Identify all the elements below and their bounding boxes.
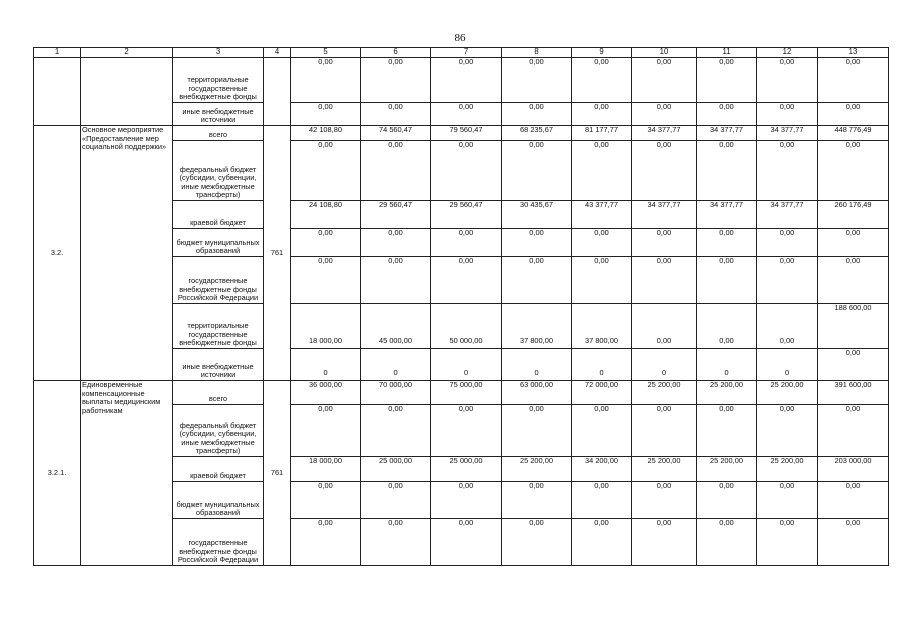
value-cell: 0,00 bbox=[818, 229, 889, 257]
value-cell: 0,00 bbox=[632, 482, 697, 519]
value-cell: 0,00 bbox=[757, 141, 818, 201]
value-cell: 0,00 bbox=[818, 519, 889, 566]
value-cell: 34 377,77 bbox=[632, 126, 697, 141]
value-cell: 0,00 bbox=[697, 304, 757, 349]
value-cell: 0,00 bbox=[572, 482, 632, 519]
value-cell: 0 bbox=[361, 349, 431, 381]
value-cell: 0,00 bbox=[361, 229, 431, 257]
value-cell: 0 bbox=[572, 349, 632, 381]
funding-source: территориальные государственные внебюджетные фонды bbox=[173, 304, 264, 349]
value-cell: 34 200,00 bbox=[572, 457, 632, 482]
row-code: 3.2. bbox=[34, 126, 81, 381]
value-cell: 0,00 bbox=[361, 519, 431, 566]
value-cell: 0,00 bbox=[361, 141, 431, 201]
value-cell: 30 435,67 bbox=[502, 201, 572, 229]
funding-source: всего bbox=[173, 381, 264, 405]
value-cell: 0,00 bbox=[632, 58, 697, 103]
value-cell: 0,00 bbox=[431, 257, 502, 304]
value-cell: 0,00 bbox=[757, 103, 818, 126]
value-cell: 0,00 bbox=[632, 229, 697, 257]
value-cell: 0,00 bbox=[697, 257, 757, 304]
value-cell: 0,00 bbox=[697, 405, 757, 457]
value-cell: 0,00 bbox=[697, 58, 757, 103]
value-cell: 36 000,00 bbox=[291, 381, 361, 405]
table-row bbox=[34, 58, 889, 103]
value-cell: 0,00 bbox=[757, 257, 818, 304]
value-cell: 0,00 bbox=[818, 349, 889, 381]
value-cell: 25 200,00 bbox=[697, 381, 757, 405]
value-cell: 0,00 bbox=[291, 58, 361, 103]
value-cell: 63 000,00 bbox=[502, 381, 572, 405]
value-cell: 0,00 bbox=[572, 58, 632, 103]
value-cell: 0,00 bbox=[632, 103, 697, 126]
column-header: 2 bbox=[81, 48, 173, 58]
value-cell: 29 560,47 bbox=[361, 201, 431, 229]
funding-source: территориальные государственные внебюджетные фонды bbox=[173, 58, 264, 103]
value-cell: 0,00 bbox=[757, 229, 818, 257]
table-row bbox=[34, 381, 889, 405]
funding-source: краевой бюджет bbox=[173, 457, 264, 482]
column-header: 7 bbox=[431, 48, 502, 58]
value-cell: 0 bbox=[291, 349, 361, 381]
measure-name: Основное мероприятие «Предоставление мер социальной поддержки» bbox=[81, 126, 173, 381]
value-cell: 0,00 bbox=[431, 405, 502, 457]
value-cell: 0,00 bbox=[572, 229, 632, 257]
value-cell: 43 377,77 bbox=[572, 201, 632, 229]
value-cell: 45 000,00 bbox=[361, 304, 431, 349]
value-cell: 0,00 bbox=[757, 405, 818, 457]
value-cell: 0,00 bbox=[502, 229, 572, 257]
funding-source: иные внебюджетные источники bbox=[173, 103, 264, 126]
value-cell: 0,00 bbox=[632, 304, 697, 349]
value-cell: 42 108,80 bbox=[291, 126, 361, 141]
page-number: 86 bbox=[454, 32, 466, 44]
value-cell: 25 000,00 bbox=[361, 457, 431, 482]
grbs-code: 761 bbox=[264, 381, 291, 566]
value-cell: 0,00 bbox=[431, 141, 502, 201]
value-cell: 0,00 bbox=[818, 103, 889, 126]
value-cell: 0,00 bbox=[431, 229, 502, 257]
table-row bbox=[34, 126, 889, 141]
value-cell: 0,00 bbox=[697, 103, 757, 126]
value-cell: 0,00 bbox=[757, 304, 818, 349]
value-cell: 0,00 bbox=[361, 58, 431, 103]
column-header-row bbox=[34, 48, 889, 58]
value-cell: 0,00 bbox=[757, 519, 818, 566]
value-cell: 0,00 bbox=[818, 482, 889, 519]
value-cell: 25 200,00 bbox=[502, 457, 572, 482]
funding-source: иные внебюджетные источники bbox=[173, 349, 264, 381]
value-cell: 25 200,00 bbox=[632, 381, 697, 405]
funding-source: бюджет муниципальных образований bbox=[173, 229, 264, 257]
value-cell: 0,00 bbox=[818, 405, 889, 457]
value-cell: 0,00 bbox=[291, 103, 361, 126]
value-cell: 25 200,00 bbox=[757, 457, 818, 482]
value-cell: 25 000,00 bbox=[431, 457, 502, 482]
value-cell: 0,00 bbox=[502, 58, 572, 103]
grbs-code: 761 bbox=[264, 126, 291, 381]
value-cell: 448 776,49 bbox=[818, 126, 889, 141]
value-cell: 203 000,00 bbox=[818, 457, 889, 482]
value-cell: 29 560,47 bbox=[431, 201, 502, 229]
column-header: 5 bbox=[291, 48, 361, 58]
value-cell: 0,00 bbox=[361, 103, 431, 126]
value-cell: 0,00 bbox=[431, 58, 502, 103]
value-cell: 0,00 bbox=[291, 257, 361, 304]
value-cell: 70 000,00 bbox=[361, 381, 431, 405]
column-header: 4 bbox=[264, 48, 291, 58]
value-cell: 0,00 bbox=[757, 482, 818, 519]
value-cell: 18 000,00 bbox=[291, 304, 361, 349]
funding-source: краевой бюджет bbox=[173, 201, 264, 229]
row-code bbox=[34, 58, 81, 126]
value-cell: 188 600,00 bbox=[818, 304, 889, 349]
value-cell: 34 377,77 bbox=[697, 126, 757, 141]
value-cell: 0,00 bbox=[818, 58, 889, 103]
value-cell: 34 377,77 bbox=[757, 201, 818, 229]
value-cell: 0,00 bbox=[697, 482, 757, 519]
value-cell: 0,00 bbox=[572, 519, 632, 566]
value-cell: 0,00 bbox=[431, 519, 502, 566]
value-cell: 0,00 bbox=[502, 519, 572, 566]
column-header: 6 bbox=[361, 48, 431, 58]
value-cell: 0,00 bbox=[361, 405, 431, 457]
value-cell: 0,00 bbox=[361, 482, 431, 519]
grbs-code bbox=[264, 58, 291, 126]
funding-source: всего bbox=[173, 126, 264, 141]
value-cell: 0,00 bbox=[361, 257, 431, 304]
column-header: 8 bbox=[502, 48, 572, 58]
value-cell: 0,00 bbox=[697, 229, 757, 257]
funding-source: государственные внебюджетные фонды Российской Федерации bbox=[173, 257, 264, 304]
value-cell: 0,00 bbox=[572, 257, 632, 304]
measure-name bbox=[81, 58, 173, 126]
value-cell: 37 800,00 bbox=[502, 304, 572, 349]
value-cell: 74 560,47 bbox=[361, 126, 431, 141]
column-header: 10 bbox=[632, 48, 697, 58]
column-header: 13 bbox=[818, 48, 889, 58]
budget-table bbox=[33, 47, 889, 566]
value-cell: 81 177,77 bbox=[572, 126, 632, 141]
value-cell: 25 200,00 bbox=[632, 457, 697, 482]
funding-source: федеральный бюджет (субсидии, субвенции, иные межбюджетные трансферты) bbox=[173, 141, 264, 201]
value-cell: 34 377,77 bbox=[632, 201, 697, 229]
value-cell: 0,00 bbox=[818, 257, 889, 304]
column-header: 12 bbox=[757, 48, 818, 58]
value-cell: 18 000,00 bbox=[291, 457, 361, 482]
value-cell: 50 000,00 bbox=[431, 304, 502, 349]
value-cell: 0,00 bbox=[697, 519, 757, 566]
funding-source: федеральный бюджет (субсидии, субвенции, иные межбюджетные трансферты) bbox=[173, 405, 264, 457]
row-code: 3.2.1. bbox=[34, 381, 81, 566]
value-cell: 0 bbox=[697, 349, 757, 381]
value-cell: 0,00 bbox=[818, 141, 889, 201]
value-cell: 0,00 bbox=[502, 405, 572, 457]
value-cell: 25 200,00 bbox=[697, 457, 757, 482]
value-cell: 0 bbox=[757, 349, 818, 381]
value-cell: 0,00 bbox=[291, 519, 361, 566]
value-cell: 37 800,00 bbox=[572, 304, 632, 349]
value-cell: 0,00 bbox=[291, 405, 361, 457]
value-cell: 0,00 bbox=[632, 519, 697, 566]
value-cell: 0,00 bbox=[572, 405, 632, 457]
value-cell: 0,00 bbox=[572, 103, 632, 126]
value-cell: 260 176,49 bbox=[818, 201, 889, 229]
value-cell: 0,00 bbox=[697, 141, 757, 201]
value-cell: 34 377,77 bbox=[757, 126, 818, 141]
funding-source: государственные внебюджетные фонды Российской Федерации bbox=[173, 519, 264, 566]
value-cell: 0 bbox=[431, 349, 502, 381]
value-cell: 0,00 bbox=[757, 58, 818, 103]
value-cell: 0,00 bbox=[291, 141, 361, 201]
value-cell: 0 bbox=[632, 349, 697, 381]
value-cell: 0,00 bbox=[291, 229, 361, 257]
value-cell: 68 235,67 bbox=[502, 126, 572, 141]
value-cell: 0,00 bbox=[632, 405, 697, 457]
value-cell: 75 000,00 bbox=[431, 381, 502, 405]
column-header: 1 bbox=[34, 48, 81, 58]
value-cell: 0,00 bbox=[431, 482, 502, 519]
value-cell: 0,00 bbox=[502, 141, 572, 201]
column-header: 9 bbox=[572, 48, 632, 58]
value-cell: 0,00 bbox=[502, 482, 572, 519]
column-header: 11 bbox=[697, 48, 757, 58]
value-cell: 0,00 bbox=[502, 103, 572, 126]
value-cell: 0,00 bbox=[572, 141, 632, 201]
value-cell: 72 000,00 bbox=[572, 381, 632, 405]
value-cell: 0,00 bbox=[632, 257, 697, 304]
value-cell: 0,00 bbox=[431, 103, 502, 126]
value-cell: 34 377,77 bbox=[697, 201, 757, 229]
measure-name: Единовременные компенсационные выплаты медицинским работникам bbox=[81, 381, 173, 566]
value-cell: 0,00 bbox=[632, 141, 697, 201]
value-cell: 391 600,00 bbox=[818, 381, 889, 405]
value-cell: 25 200,00 bbox=[757, 381, 818, 405]
value-cell: 0 bbox=[502, 349, 572, 381]
value-cell: 0,00 bbox=[291, 482, 361, 519]
column-header: 3 bbox=[173, 48, 264, 58]
value-cell: 0,00 bbox=[502, 257, 572, 304]
value-cell: 79 560,47 bbox=[431, 126, 502, 141]
funding-source: бюджет муниципальных образований bbox=[173, 482, 264, 519]
value-cell: 24 108,80 bbox=[291, 201, 361, 229]
